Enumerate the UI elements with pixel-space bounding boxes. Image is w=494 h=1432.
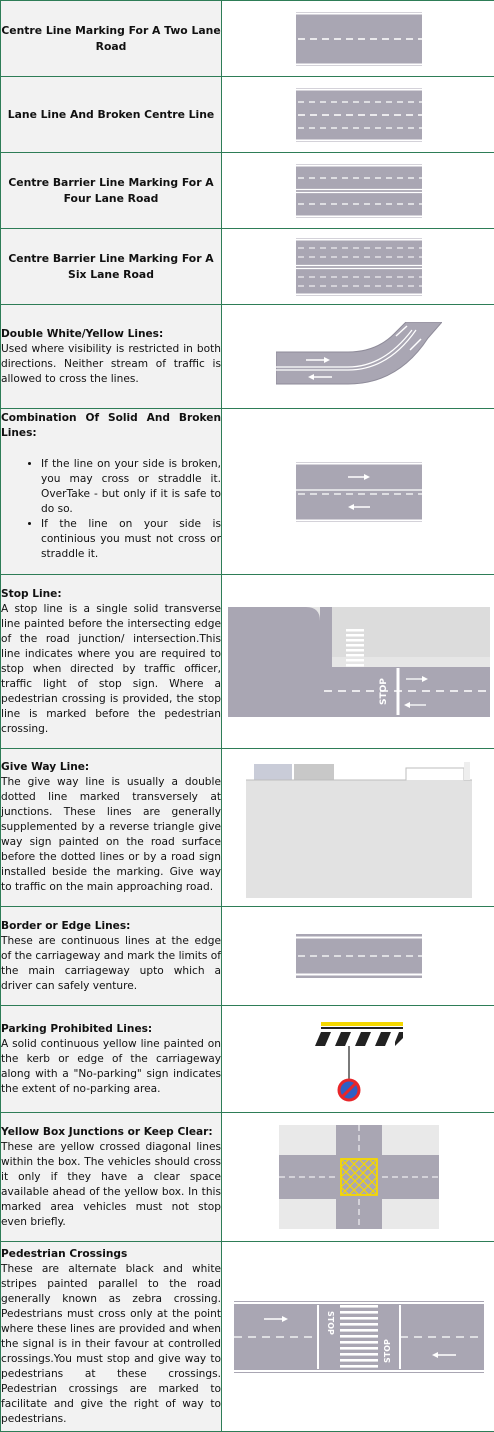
edge-lines-image	[296, 934, 422, 978]
table-row	[1, 305, 494, 409]
table-row	[1, 1113, 494, 1242]
row-image-cell	[222, 229, 494, 305]
row-text-cell	[1, 1006, 222, 1113]
solid-broken-combination-image	[296, 462, 422, 522]
table-row	[1, 229, 494, 305]
row-title: Give Way Line:	[1, 760, 221, 775]
table-row	[1, 1006, 494, 1113]
row-title: Centre Barrier Line Marking For A Six Lane Road	[8, 252, 213, 281]
row-title: Parking Prohibited Lines:	[1, 1022, 221, 1037]
row-text-cell	[1, 1113, 222, 1242]
row-description: A solid continuous yellow line painted on the kerb or edge of the carriageway along with a "No-parking" sign indicates the extent of no-parking area.	[1, 1037, 221, 1097]
row-image-cell	[222, 749, 494, 907]
row-description: A stop line is a single solid transverse line painted before the intersecting edge of the road junction/ intersection.This line indicates where you are required to stop when directed by traffic officer, traffic light of stop sign. Where a pedestrian crossing is provided, the stop line is marked before the pedestrian crossing.	[1, 602, 221, 737]
row-title: Centre Barrier Line Marking For A Four Lane Road	[8, 176, 213, 205]
row-text-cell	[1, 305, 222, 409]
row-title: Yellow Box Junctions or Keep Clear:	[1, 1125, 221, 1140]
row-title: Border or Edge Lines:	[1, 919, 221, 934]
row-image-cell	[222, 153, 494, 229]
table-row	[1, 1, 494, 77]
row-image-cell	[222, 907, 494, 1006]
row-title: Pedestrian Crossings	[1, 1247, 221, 1262]
curved-double-line-road-image	[276, 322, 442, 392]
row-text-cell	[1, 153, 222, 229]
row-image-cell	[222, 305, 494, 409]
yellow-box-junction-image	[279, 1125, 439, 1229]
row-image-cell	[222, 1242, 494, 1432]
row-text-cell	[1, 229, 222, 305]
lane-line-broken-centre-image	[296, 88, 422, 142]
stop-road-text: STOP	[379, 677, 389, 704]
row-text-cell	[1, 907, 222, 1006]
four-lane-barrier-image	[296, 164, 422, 218]
table-row	[1, 153, 494, 229]
table-row	[1, 749, 494, 907]
table-row	[1, 77, 494, 153]
stop-road-text: STOP	[326, 1311, 335, 1335]
row-title: Double White/Yellow Lines:	[1, 327, 221, 342]
row-description: These are yellow crossed diagonal lines within the box. The vehicles should cross it only if they have a clear space available ahead of the yellow box. In this marked area vehicles must not stop even briefly.	[1, 1140, 221, 1230]
table-row	[1, 1242, 494, 1432]
row-image-cell	[222, 575, 494, 749]
table-row	[1, 907, 494, 1006]
no-parking-kerb-image	[311, 1016, 407, 1102]
row-image-cell	[222, 77, 494, 153]
pedestrian-crossing-image	[234, 1301, 484, 1373]
stop-line-junction-image	[228, 607, 490, 717]
row-text-cell	[1, 1, 222, 77]
row-text-cell	[1, 409, 222, 575]
row-image-cell	[222, 1113, 494, 1242]
row-text-cell	[1, 77, 222, 153]
rule-list	[1, 457, 221, 562]
six-lane-barrier-image	[296, 238, 422, 296]
row-title: Stop Line:	[1, 587, 221, 602]
row-title: Centre Line Marking For A Two Lane Road	[1, 24, 220, 53]
table-row	[1, 409, 494, 575]
row-description: The give way line is usually a double dotted line marked transversely at junctions. These lines are generally supplemented by a reverse triangle give way sign painted on the road surface before the dotted lines or by a road sign installed beside the marking. Give way to traffic on the main approaching road.	[1, 775, 221, 895]
row-text-cell	[1, 1242, 222, 1432]
row-title: Lane Line And Broken Centre Line	[8, 108, 215, 121]
table-row	[1, 575, 494, 749]
stop-road-text: STOP	[383, 1338, 392, 1362]
list-item: • If the line on your side is continious you must not cross or straddle it.	[41, 517, 221, 562]
row-image-cell	[222, 409, 494, 575]
row-image-cell	[222, 1, 494, 77]
two-lane-road-marking-image	[296, 12, 422, 66]
row-title: Combination Of Solid And Broken Lines:	[1, 411, 221, 441]
give-way-line-image	[246, 758, 472, 898]
row-description: Used where visibility is restricted in both directions. Neither stream of traffic is allowed to cross the lines.	[1, 342, 221, 387]
row-image-cell	[222, 1006, 494, 1113]
row-text-cell	[1, 575, 222, 749]
row-description: These are continuous lines at the edge of the carriageway and mark the limits of the main carriageway upto which a driver can safely venture.	[1, 934, 221, 994]
row-description: These are alternate black and white stripes painted parallel to the road generally known as zebra crossing. Pedestrians must cross only at the point where these lines are provided and when the signal is in their favour at controlled crossings.You must stop and give way to pedestrians at these crossings. Pedestrian crossings are marked to facilitate and give the right of way to pedestrians.	[1, 1262, 221, 1427]
row-text-cell	[1, 749, 222, 907]
list-item: • If the line on your side is broken, you may cross or straddle it. OverTake - but only if it is safe to do so.	[41, 457, 221, 517]
